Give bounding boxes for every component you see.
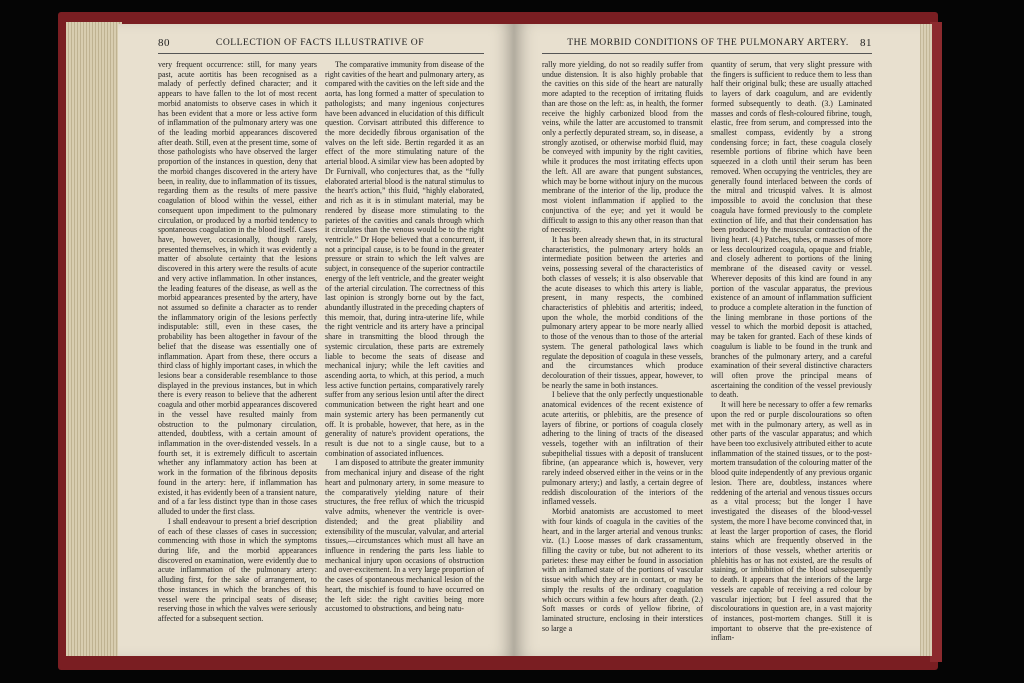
left-header-rule — [158, 53, 484, 54]
paragraph: rally more yielding, do not so readily suffer from undue distension. It is also highly probable that the cavities on this side of the heart are naturally more adapted to the reception of irritating fluids than are those on the left: as, in health, the former receive the highly carbonized blood from the veins, while the latter are accustomed to transmit only a perfectly depurated stream, so, in disease, a strongly azotised, or otherwise morbid fluid, may be conveyed with impunity by the right cavities, while it produces the most irritating effects upon the left. All are aware that pungent substances, which may be borne without injury on the mucous membrane of the interior of the lip, produce the most violent inflammation if applied to the conjunctiva of the eye; and yet it would be difficult to assign to this any other reason than that of necessity. — [542, 60, 703, 235]
left-page — [118, 24, 514, 656]
paragraph: It has been already shewn that, in its structural characteristics, the pulmonary artery holds an intermediate position between the arteries and veins, possessing several of the characteristics of both classes of vessels; it is also observable that the acute diseases to which this artery is liable, present, in many respects, the combined characteristics of phlebitis and arteritis; indeed, upon the whole, the morbid conditions of the pulmonary artery appear to be more nearly allied to those of the venous than to those of the arterial system. The general pathological laws which regulate the deposition of coagula in these vessels, and the circumstances which produce decolouration of their tissues, appear, however, to be nearly the same in both instances. — [542, 234, 703, 390]
right-text-columns — [542, 60, 872, 642]
left-running-header — [158, 37, 484, 49]
right-header-rule — [542, 53, 872, 54]
left-column-2 — [325, 60, 484, 642]
left-running-title: COLLECTION OF FACTS ILLUSTRATIVE OF — [215, 37, 425, 48]
page-edges-right — [918, 24, 932, 656]
paragraph: I believe that the only perfectly unquestionable anatomical evidences of the recent existence of acute arteritis, or phlebitis, are the presence of layers of fibrine, or portions of coagula closely adhering to the lining of tracts of the diseased vessels, together with an infiltration of their subepithelial tissues with a deposit of translucent fibrine, (an appearance which is, however, very rarely indeed observed either in the veins or in the pulmonary artery;) and lastly, a certain degree of reddish discolouration of the interiors of the inflamed vessels. — [542, 390, 703, 507]
left-page-number: 80 — [158, 37, 170, 49]
paragraph: Morbid anatomists are accustomed to meet with four kinds of coagula in the cavities of the heart, and in the larger arterial and venous trunks: viz. (1.) Loose masses of dark crassamentum, filling the cavity or tube, but not adherent to its parietes: these may either be found in association with an inflamed state of the portions of vascular tissue with which they are in contact, or may be simply the results of the ordinary coagulation which occurs within a few hours after death. (2.) Soft masses or cords of yellow fibrine, of laminated structure, enclosing in their interstices so large a — [542, 507, 703, 633]
paragraph: I am disposed to attribute the greater immunity from mechanical injury and disease of the right heart and pulmonary artery, in some measure to the comparatively yielding nature of their structures, the free reflux of which the tricuspid valve admits, whenever the ventricle is over-distended; and the great pliability and extensibility of the muscular, valvular, and arterial tissues,—circumstances which must all have an influence in rendering the parts less liable to mechanical injury upon occasions of obstruction and over-excitement. In a very large proportion of the cases of spontaneous mechanical lesion of the heart, the mischief is found to have occurred on the left side: the right cavities being more accustomed to obstructions, and being natu- — [325, 458, 484, 614]
paragraph: The comparative immunity from disease of the right cavities of the heart and pulmonary artery, as compared with the cavities on the left side and the aorta, has long formed a matter of speculation to pathologists; and many ingenious conjectures have been advanced in elucidation of this difficult question. Corvisart attributed this difference to the more decidedly fibrous organisation of the valves on the left side. Bertin regarded it as an effect of the more stimulating nature of the arterial blood. A similar view has been adopted by Dr Furnivall, who conjectures that, as the “fully elaborated arterial blood is the natural stimulus to the heart's action,” this fluid, “highly elaborated, and rich as it is in stimulant material, may be rendered by disease more stimulating to the parietes of the cavities and canals through which it circulates than the venous would be to the right ventricle.” Dr Hope believed that a concurrent, if not a principal cause, is to be found in the greater pressure or strain to which the left valves are subject, in consequence of the superior contractile energy of the left ventricle, and the greater weight of the arterial circulation. The correctness of this last opinion is strongly borne out by the fact, abundantly illustrated in the preceding chapters of this memoir, that, during intra-uterine life, while the right ventricle and its artery have a principal share in transmitting the blood through the systemic circulation, these parts are extremely liable to become the seats of disease and mechanical injury; while the left cavities and ascending aorta, to which, at this period, a much less active function pertains, comparatively rarely suffer from any serious lesion until after the direct communication between the right heart and one main systemic artery has been permanently cut off. It is probable, however, that here, as in the generality of nature's provident operations, the result is due not to a single cause, but to a combination of associated influences. — [325, 60, 484, 458]
right-column-1 — [542, 60, 703, 642]
paragraph: very frequent occurrence: still, for many years past, acute aortitis has been recognised as a malady of perfectly defined character; and it appears to have fallen to the lot of most recent morbid anatomists to observe cases in which it has been evident that a more or less active form of inflammation of the pulmonary artery was one of the leading morbid appearances discovered after death. Still, even at the present time, some of those pathologists who have observed the larger proportion of the instances in question, deny that the morbid changes discovered in the artery have been, in reality, due to inflammation of its tissues, regarding them as the results of mere passive coagulation of blood within the vessel, either consequent upon impediment to the pulmonary circulation, or produced by a morbid tendency to spontaneous coagulation in the blood itself. Cases have, however, occasionally, though rarely, presented themselves, in which it was evidently a matter of absolute certainty that the lesions discovered in this artery were the results of acute and very active inflammation. In other instances, the leading features of the disease, as well as the morbid appearances presented by the artery, have not assumed so definite a character as to render the inflammatory origin of the lesions perfectly indisputable: still, even in these cases, the probability has been altogether in favour of the belief that the disease was essentially one of inflammation. Apart from these, there occurs a third class of highly important cases, in which the lesions bear a considerable resemblance to those displayed in the previous instances, but in which there is every reason to believe that the adherent coagula and other morbid appearances discovered in the vessel have resulted mainly from obstruction to the pulmonary circulation, attended, doubtless, with a certain amount of inflammation in the over-distended vessels. In a fourth set, it is extremely difficult to ascertain whether any inflammatory action has been at work in the formation of the fibrinous deposits found in the artery: here, if inflammation has existed, it has evidently been of a transient nature, and of a far less distinct type than in those cases alluded to under the first class. — [158, 60, 317, 517]
left-text-columns — [158, 60, 484, 642]
paragraph: I shall endeavour to present a brief description of each of these classes of cases in succession; commencing with those in which the symptoms during life, and the morbid appearances discovered on examination, were evidently due to acute inflammation of the pulmonary artery: alluding first, for the sake of arrangement, to those instances in which the branches of this vessel were the principal seats of disease; reserving those in which the valves were seriously affected for a subsequent section. — [158, 516, 317, 623]
right-column-2 — [711, 60, 872, 642]
page-edges-left — [66, 22, 122, 656]
paragraph: quantity of serum, that very slight pressure with the fingers is sufficient to reduce them to less than half their original bulk; these are usually attached to layers of dark coagulum, and are evidently formed subsequently to death. (3.) Laminated masses and cords of flesh-coloured fibrine, tough, elastic, free from serum, and compressed into the smallest compass, evidently by a strong condensing force; in fact, these coagula closely resemble portions of fibrine which have been squeezed in a cloth until their serum has been removed. When occupying the ventricles, they are generally found interlaced between the cords of the mitral and tricuspid valves. It is almost impossible to avoid the conclusion that these coagula have formed previously to the complete extinction of life, and that their condensation has been produced by the muscular contraction of the living heart. (4.) Patches, tubes, or masses of more or less decolourized coagula, opaque and friable, and closely adherent to portions of the lining membrane of the diseased cavity or vessel. Wherever deposits of this kind are found in any portion of the vascular apparatus, the previous existence of an amount of inflammation sufficient to produce a complete alteration in the function of the lining membrane in those portions of the vessel to which the morbid deposit is attached, may be taken for granted. Each of these kinds of coagulum is liable to be found in the trunk and branches of the pulmonary artery, and a careful examination of their several distinctive characters will often prove the principal means of ascertaining the condition of the vessel previously to death. — [711, 60, 872, 400]
right-page — [514, 24, 920, 656]
right-running-header — [542, 37, 872, 49]
left-column-1 — [158, 60, 317, 642]
right-running-title: THE MORBID CONDITIONS OF THE PULMONARY ARTERY. — [567, 37, 849, 48]
paragraph: It will here be necessary to offer a few remarks upon the red or purple discolourations so often met with in the pulmonary artery, as well as in other parts of the vascular apparatus; and which have been too exclusively attributed either to acute inflammation of the stained tissues, or to the post-mortem transudation of the colouring matter of the blood quite independently of any previous organic lesion. There are, doubtless, instances where reddening of the arterial and venous tissues occurs as a vital process; but the longer I have investigated the diseases of the blood-vessel system, the more I have become convinced that, in at least the larger proportion of cases, the florid stains which are frequently observed in the interiors of those vessels, whether arteritis or phlebitis has or has not existed, are the results of staining, or imbibition of the blood subsequently to death. It appears that the interiors of the large vessels are capable of receiving a red colour by vascular injection; but I feel assured that the discolourations in question are, in a vast majority of instances, post-mortem changes. Still it is important to observe that the pre-existence of inflam- — [711, 400, 872, 642]
right-page-number: 81 — [859, 37, 872, 49]
